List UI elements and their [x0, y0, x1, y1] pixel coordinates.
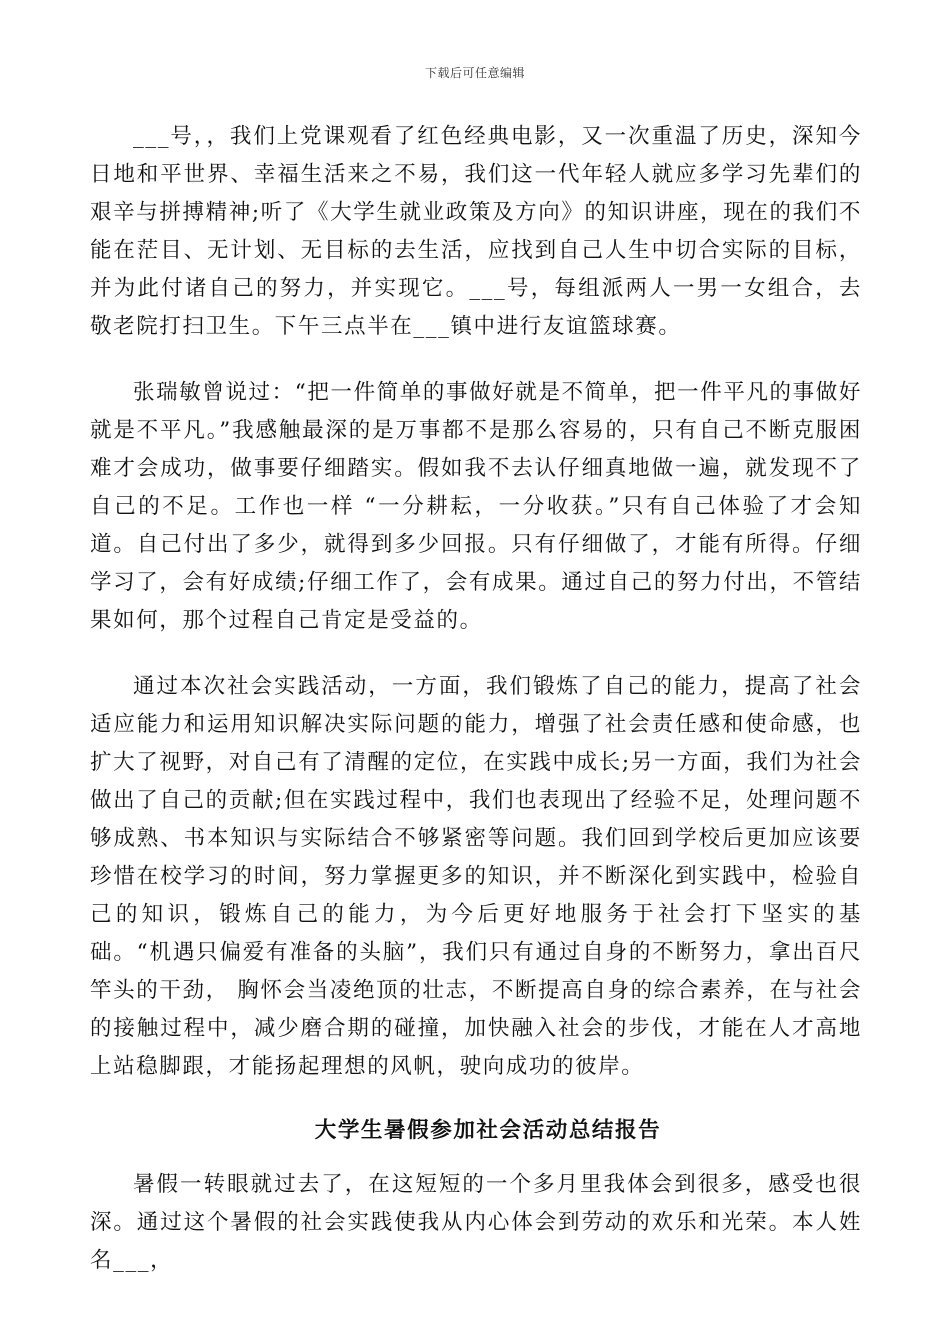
paragraph-practice-summary: 通过本次社会实践活动，一方面，我们锻炼了自己的能力，提高了社会适应能力和运用知识解决实际问题的能力，增强了社会责任感和使命感，也扩大了视野，对自己有了清醒的定位，在实践中成长;另一方面，我们为社会做出了自己的贡献;但在实践过程中，我们也表现出了经验不足，处理问题不够成熟、书本知识与实际结合不够紧密等问题。我们回到学校后更加应该要珍惜在校学习的时间，努力掌握更多的知识，并不断深化到实践中，检验自己的知识，锻炼自己的能力，为今后更好地服务于社会打下坚实的基础。“机遇只偏爱有准备的头脑”，我们只有通过自身的不断努力，拿出百尺竿头的干劲， 胸怀会当凌绝顶的壮志，不断提高自身的综合素养，在与社会的接触过程中，减少磨合期的碰撞，加快融入社会的步伐，才能在人才高地上站稳脚跟，才能扬起理想的风帆，驶向成功的彼岸。	[90, 674, 862, 1079]
paragraph-summer-report-intro: 暑假一转眼就过去了，在这短短的一个多月里我体会到很多，感受也很深。通过这个暑假的社会实践使我从内心体会到劳动的欢乐和光荣。本人姓名___，	[90, 1172, 862, 1273]
page-header-note: 下载后可任意编辑	[424, 66, 525, 80]
section-title: 大学生暑假参加社会活动总结报告	[314, 1118, 662, 1143]
paragraph-party-lesson: ___号，，我们上党课观看了红色经典电影，又一次重温了历史，深知今日地和平世界、幸福生活来之不易，我们这一代年轻人就应多学习先辈们的艰辛与拼搏精神;听了《大学生就业政策及方向》的知识讲座，现在的我们不能在茫目、无计划、无目标的去生活，应找到自己人生中切合实际的目标，并为此付诸自己的努力，并实现它。___号，每组派两人一男一女组合，去敬老院打扫卫生。下午三点半在___镇中进行友谊篮球赛。	[90, 124, 862, 339]
paragraph-zhang-ruimin-quote: 张瑞敏曾说过：“把一件简单的事做好就是不简单，把一件平凡的事做好就是不平凡。”我感触最深的是万事都不是那么容易的，只有自己不断克服困难才会成功，做事要仔细踏实。假如我不去认仔细真地做一遍，就发现不了自己的不足。工作也一样 “一分耕耘，一分收获。”只有自己体验了才会知道。自己付出了多少，就得到多少回报。只有仔细做了，才能有所得。仔细学习了，会有好成绩;仔细工作了，会有成果。通过自己的努力付出，不管结果如何，那个过程自己肯定是受益的。	[90, 380, 862, 633]
document-body	[90, 118, 862, 1280]
